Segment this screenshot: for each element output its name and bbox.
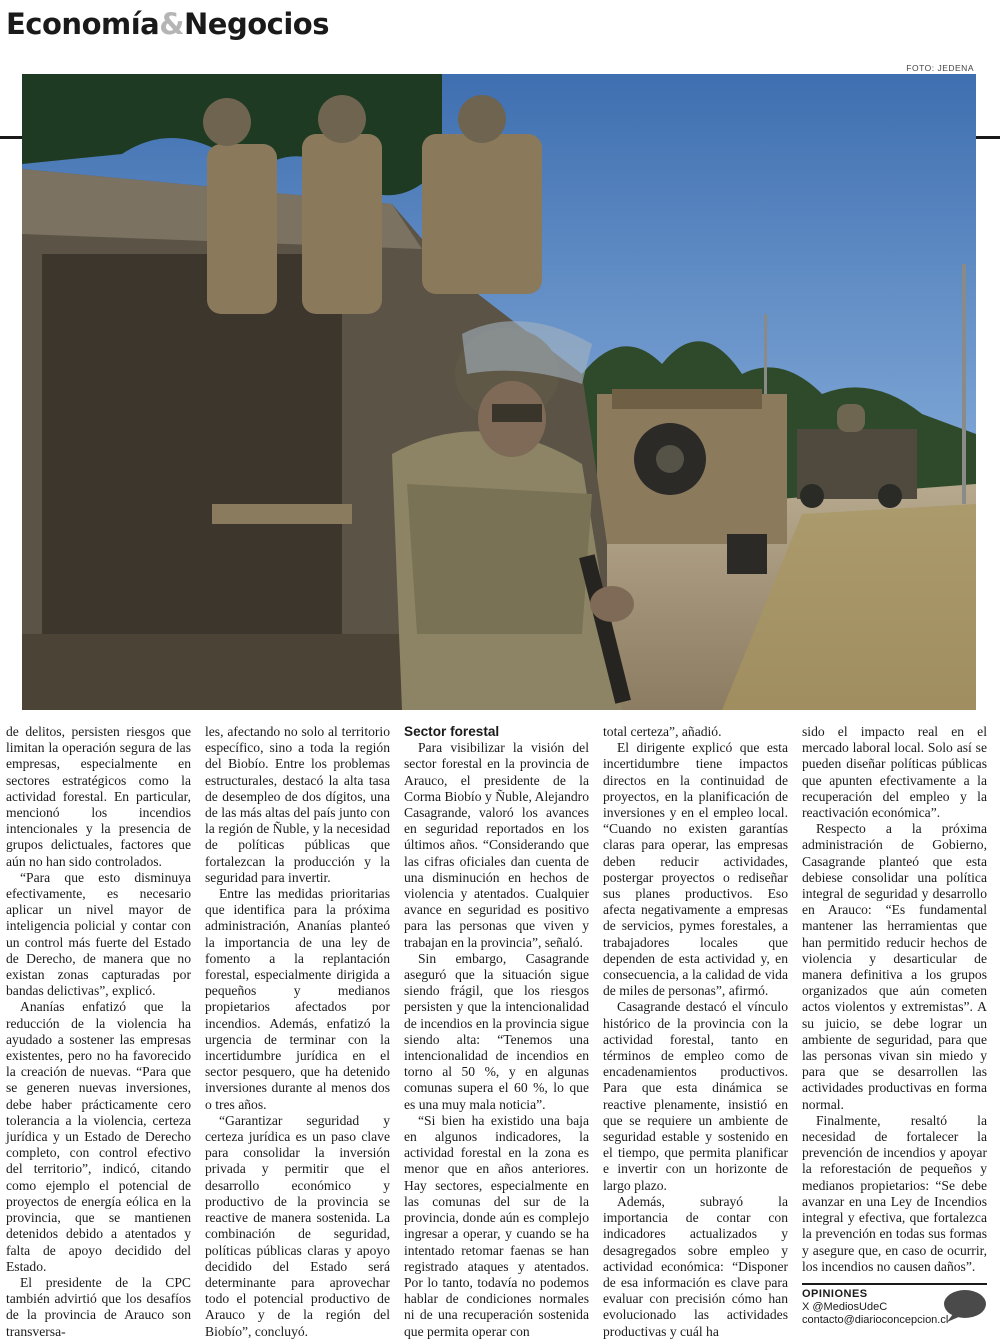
footer-rule [802,1283,987,1285]
article-paragraph: “Garantizar seguridad y certeza jurídica es un paso clave para consolidar la inversión privada y permitir que el desarrollo económico y productivo de la provincia se reactive de manera sostenida. La combinación de seguridad, políticas públicas claras y apoyo decidido del Estado será determinante para aprovechar todo el potencial productivo de Arauco y de la región del Biobío”, concluyó. [205,1112,390,1339]
subheading-sector-forestal: Sector forestal [404,724,500,739]
article-paragraph: “Para que esto disminuya efectivamente, es necesario aplicar un nivel mayor de inteligencia policial y contar con un control más fuerte del Estado de Derecho, de manera que no existan zonas capturadas por bandas delictivas”, explicó. [6,869,191,999]
article-paragraph: Respecto a la próxima administración de Gobierno, Casagrande planteó que esta debiese consolidar una política integral de seguridad y desarrollo en Arauco: “Es fundamental mantener las herramientas que han permitido reducir hechos de violencia y desarticular de manera definitiva a los grupos organizados que aún cometen actos violentos y extremistas”. A su juicio, se debe lograr un ambiente de seguridad, para que las personas vivan sin miedo y para que se desarrollen las actividades productivas en forma normal. [802,821,987,1112]
article-paragraph: de delitos, persisten riesgos que limitan la operación segura de las empresas, especialmente en sectores estratégicos como la actividad forestal. En particular, mencionó los incendios intencionales y la presencia de grupos delictuales, factores que aún no han sido controlados. [6,724,191,869]
article-column-5 [802,724,987,1340]
rule-right [976,136,1000,139]
photo-credit: FOTO: JEDENA [906,63,974,73]
article-paragraph: Para visibilizar la visión del sector forestal en la provincia de Arauco, el presidente de la Corma Biobío y Ñuble, Alejandro Casagrande, valoró los avances en seguridad reportados en los últimos años. “Considerando que las cifras oficiales dan cuenta de una disminución en hechos de violencia y atentados. Cualquier avance en seguridad es positivo para las personas que viven y trabajan en la provincia”, señaló. [404,740,589,950]
photo-illustration [22,74,976,710]
article-paragraph: total certeza”, añadió. [603,724,722,739]
article-columns [6,724,990,1339]
article-paragraph: El presidente de la CPC también advirtió que los desafíos de la provincia de Arauco son transversa- [6,1274,191,1339]
section-title-part2: Negocios [184,7,329,41]
article-paragraph: Ananías enfatizó que la reducción de la violencia ha ayudado a sostener las empresas existentes, pero no ha favorecido la creación de nuevas. “Para que se generen nuevas inversiones, debe haber prácticamente cero tolerancia a la violencia, certeza jurídica y un Estado de Derecho completo, con control efectivo del territorio”, indicó, citando como ejemplo el potencial de proyectos de energía eólica en la provincia, que se mantienen detenidos debido a atentados y falta de apoyo decidido del Estado. [6,999,191,1274]
article-paragraph: Casagrande destacó el vínculo histórico de la provincia con la actividad forestal, tanto en términos de empleo como de encadenamientos productivos. Para que esta dinámica se reactive plenamente, insistió en que se requiere un ambiente de seguridad estable y sostenido en el tiempo, que permita planificar e invertir con un horizonte de largo plazo. [603,999,788,1193]
article-paragraph: sido el impacto real en el mercado laboral local. Solo así se pueden diseñar políticas públicas que apunten efectivamente a la recuperación del empleo y la reactivación económica”. [802,724,987,821]
article-paragraph: Entre las medidas prioritarias que identifica para la próxima administración, Ananías planteó la importancia de una ley de fomento a la replantación forestal, especialmente dirigida a pequeños y medianos propietarios afectados por incendios. Además, enfatizó la urgencia de terminar con la incertidumbre jurídica en el sector pesquero, que ha detenido inversiones durante al menos dos o tres años. [205,886,390,1112]
article-column-2 [205,724,390,1340]
section-title [6,4,329,44]
opinions-label: OPINIONES [802,1287,868,1300]
military-patrol-photo [22,74,976,710]
contact-email[interactable]: contacto@diarioconcepcion.cl [802,1313,949,1326]
article-column-1 [6,724,191,1340]
article-paragraph: Finalmente, resaltó la necesidad de fortalecer la prevención de incendios y apoyar la reforestación de pequeños y medianos propietarios: “Se debe avanzar en una Ley de Incendios integral y efectiva, que fortalezca la prevención en todas sus formas y asegure que, en caso de ocurrir, los incendios no causen daños”. [802,1112,987,1274]
article-paragraph: “Si bien ha existido una baja en algunos indicadores, la actividad forestal en la zona es menor que en años anteriores. Hay sectores, especialmente en las comunas del sur de la provincia, donde aún es complejo ingresar a operar, y cuando se ha intentado retomar faenas se han registrado ataques y atentados. Por lo tanto, todavía no podemos hablar de condiciones normales ni de una recuperación sostenida que permita operar con [404,1112,589,1339]
section-title-part1: Economía [6,7,160,41]
article-paragraph: El dirigente explicó que esta incertidumbre tiene impactos directos en la continuidad de proyectos, en la planificación de inversiones y en el empleo local. “Cuando no existen garantías claras para operar, las empresas deben reducir actividades, postergar proyectos o rediseñar sus planes productivos. Eso afecta negativamente a empresas de servicios, pymes forestales, a trabajadores locales que dependen de esta actividad y, en consecuencia, a la calidad de vida de miles de personas”, afirmó. [603,740,788,999]
social-handle[interactable]: X @MediosUdeC [802,1300,888,1313]
speech-bubble-icon [943,1289,987,1323]
opinions-footer [802,1283,987,1327]
rule-left [0,136,22,139]
article-column-4 [603,724,788,1340]
article-column-3 [404,724,589,1340]
article-paragraph: les, afectando no solo al territorio específico, sino a toda la región del Biobío. Entre los problemas estructurales, destacó la alta tasa de desempleo de dos dígitos, una de las más altas del país junto con la región de Ñuble, y la necesidad de políticas públicas que fortalezcan la producción y la seguridad para invertir. [205,724,390,885]
section-title-ampersand: & [159,7,185,41]
article-paragraph: Sin embargo, Casagrande aseguró que la situación sigue siendo frágil, que los riesgos persisten y que la intencionalidad de incendios en la provincia sigue siendo alta: “Tenemos una intencionalidad de incendios en torno al 50 %, y en algunas comunas supera el 60 %, lo que es una muy mala noticia”. [404,950,589,1112]
article-paragraph: Además, subrayó la importancia de contar con indicadores actualizados y desagregados sobre empleo y actividad económica: “Disponer de esa información es clave para evaluar con precisión cómo han evolucionado las actividades productivas y cuál ha [603,1193,788,1339]
